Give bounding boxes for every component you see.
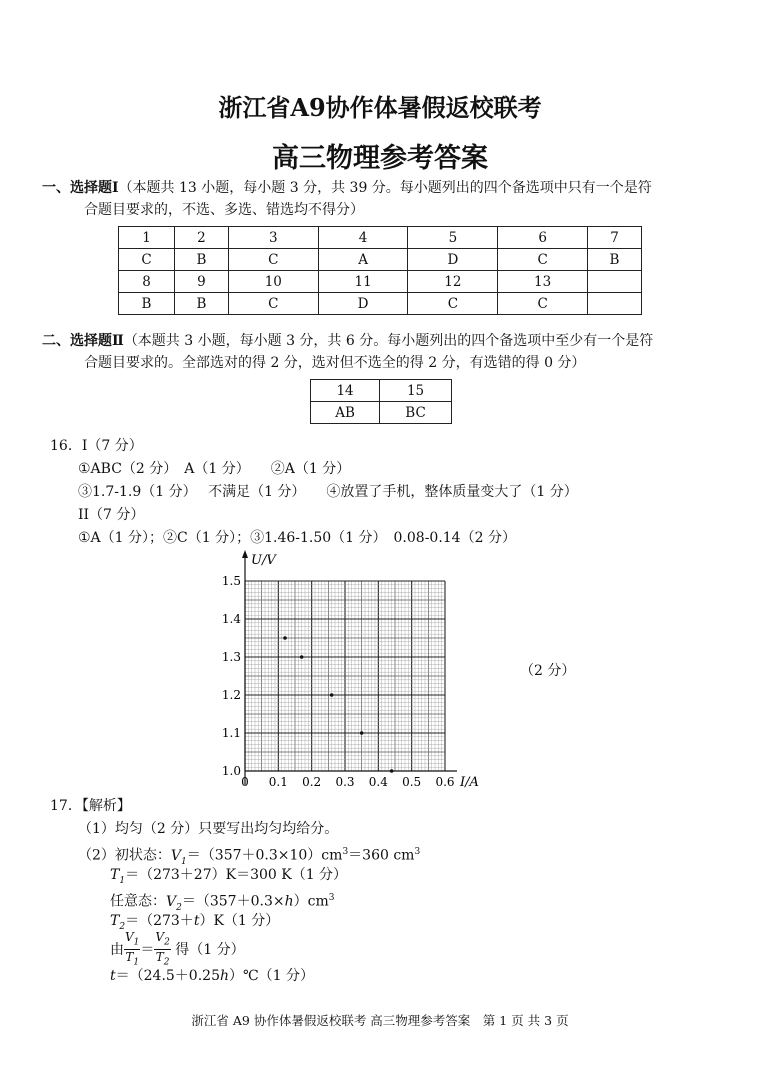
q16-line-1: 16．I（7 分）: [50, 438, 143, 454]
section1-table-row: [119, 271, 642, 293]
section1-table-row: [119, 293, 642, 315]
section1-table-cell: 12: [408, 271, 498, 293]
q17-l3-b: ＝（273＋27）K＝300 K（1 分）: [125, 867, 348, 883]
h-symbol: h: [284, 893, 294, 910]
fraction-v1-t1: $\frac{V_1}{T_1}$: [125, 930, 140, 968]
page-subtitle: 高三物理参考答案: [272, 143, 488, 174]
q17-line-4: 任意态：$V_2=(357+0.3\times h)cm^3$: [110, 893, 335, 913]
section1-table-cell: 9: [175, 271, 229, 293]
section1-label: 一、选择题Ⅰ: [42, 180, 119, 196]
y-axis-label: U/V: [251, 553, 276, 568]
t-result-symbol: t: [110, 968, 116, 984]
section2-table-cell: AB: [311, 402, 380, 424]
section1-table-row: [119, 249, 642, 271]
section1-table-cell: C: [498, 293, 588, 315]
q17-l7-c: ）℃（1 分）: [229, 968, 315, 984]
q16-line-2: ①ABC（2 分） A（1 分） ②A（1 分）: [78, 461, 351, 477]
t2-symbol: $T_2$: [110, 913, 126, 932]
section2-table-row: [311, 380, 452, 402]
x-tick-label: 0.3: [335, 775, 355, 789]
section1-table-cell: 10: [228, 271, 318, 293]
y-tick-label: 1.5: [221, 574, 241, 588]
q17-l6-b: ＝: [140, 941, 155, 958]
q16-line-5: ①A（1 分）；②C（1 分）；③1.46-1.50（1 分） 0.08-0.14（2 分）: [78, 530, 516, 546]
q17-l7-b: ＝（24.5＋0.25: [115, 968, 220, 984]
section1-table-row: [119, 227, 642, 249]
t1-symbol: $T_1$: [110, 867, 126, 886]
section1-table-cell: B: [175, 249, 229, 271]
section1-table-cell: C: [119, 249, 175, 271]
y-axis-arrow: [242, 550, 248, 558]
q16-line-3: ③1.7-1.9（1 分） 不满足（1 分） ④放置了手机，整体质量变大了（1 分）: [78, 484, 578, 500]
page-title: 浙江省A9协作体暑假返校联考: [218, 93, 542, 122]
chart-axes: [242, 550, 457, 785]
section1-table-cell: B: [588, 249, 642, 271]
data-point: [390, 769, 394, 773]
section1-answer-table: [118, 226, 642, 315]
x-tick-label: 0.4: [368, 775, 388, 789]
q17-l5-b: ＝（273＋: [125, 913, 194, 929]
q17-l6-a: 由: [110, 941, 124, 958]
section1-table-cell: C: [228, 249, 318, 271]
section1-table-cell: 2: [175, 227, 229, 249]
page-footer: 浙江省 A9 协作体暑假返校联考 高三物理参考答案 第 1 页 共 3 页: [191, 1013, 569, 1028]
x-tick-label: 0.2: [302, 775, 322, 789]
fraction-v2-t2: $\frac{V_2}{T_2}$: [155, 930, 170, 968]
q17-line-6: [110, 930, 245, 970]
data-point: [360, 731, 364, 735]
section1-table-cell: [588, 293, 642, 315]
section1-table-cell: B: [119, 293, 175, 315]
q17-l6-c: 得（1 分）: [170, 941, 245, 958]
x-tick-label: 0.1: [268, 775, 288, 789]
y-tick-label: 1.3: [221, 650, 241, 664]
section1-table-cell: D: [408, 249, 498, 271]
section1-table-cell: 3: [228, 227, 318, 249]
data-point: [283, 636, 287, 640]
section1-table-cell: A: [318, 249, 408, 271]
q17-l2-b: ＝（357＋0.3×10）cm: [186, 847, 343, 864]
q16-line-4: II（7 分）: [78, 507, 145, 523]
q17-line-7: [110, 965, 314, 987]
section1-table-cell: 7: [588, 227, 642, 249]
section1-table-cell: [588, 271, 642, 293]
section1-table-cell: 8: [119, 271, 175, 293]
q17-l2-a: （2）初状态：: [78, 847, 171, 864]
q17-l4-a: 任意态：: [110, 893, 166, 910]
data-point: [330, 693, 334, 697]
data-point: [300, 655, 304, 659]
section2-table-row: [311, 402, 452, 424]
x-tick-label: 0: [241, 775, 249, 789]
section1-table-cell: C: [498, 249, 588, 271]
t-symbol: t: [193, 913, 200, 929]
section1-table-cell: 6: [498, 227, 588, 249]
section2-table-cell: 14: [311, 380, 380, 402]
section1-table-cell: 13: [498, 271, 588, 293]
section1-table-cell: 11: [318, 271, 408, 293]
section2-desc-2: 合题目要求的。全部选对的得 2 分，选对但不选全的得 2 分，有选错的得 0 分）: [84, 355, 586, 371]
q17-heading: 17．【解析】: [50, 798, 131, 814]
section1-desc-1: （本题共 13 小题，每小题 3 分，共 39 分。每小题列出的四个备选项中只有一个是符: [118, 180, 652, 196]
section1-table-cell: C: [408, 293, 498, 315]
h-result-symbol: h: [219, 968, 230, 984]
ui-graph: [205, 548, 525, 796]
y-tick-label: 1.4: [221, 612, 241, 626]
q16-graph-score: （2 分）: [520, 663, 576, 679]
x-axis-label: I/A: [460, 775, 479, 790]
v1-symbol: $V_1$: [170, 847, 187, 867]
q17-l5-c: ）K（1 分）: [199, 913, 280, 929]
section1-table-cell: 5: [408, 227, 498, 249]
section2-heading: [42, 330, 653, 352]
y-tick-label: 1.2: [221, 688, 241, 702]
y-tick-label: 1.1: [221, 726, 241, 740]
section1-table-cell: 4: [318, 227, 408, 249]
section2-table-cell: 15: [380, 380, 452, 402]
q17-line-1: （1）均匀（2 分）只要写出均匀均给分。: [78, 821, 339, 837]
section2-table-cell: BC: [380, 402, 452, 424]
section1-desc-2: 合题目要求的，不选、多选、错选均不得分）: [84, 202, 364, 218]
section1-table-cell: B: [175, 293, 229, 315]
v2-symbol: $V_2$: [166, 893, 182, 913]
section2-desc-1: （本题共 3 小题，每小题 3 分，共 6 分。每小题列出的四个备选项中至少有一个是符: [123, 333, 654, 349]
section2-label: 二、选择题Ⅱ: [42, 333, 124, 349]
chart-grid: [245, 581, 445, 771]
q17-l4-b: ＝（357＋0.3×: [181, 893, 285, 910]
section1-table-cell: C: [228, 293, 318, 315]
y-tick-label: 1.0: [221, 764, 241, 778]
q17-line-2: （2）初状态：$V_1=(357+0.3\times 10)cm^3=360$ $cm^3$: [78, 847, 421, 867]
q17-l2-c: ＝360 cm: [348, 847, 415, 864]
section1-table-cell: D: [318, 293, 408, 315]
section1-heading: [42, 177, 652, 199]
section1-table-cell: 1: [119, 227, 175, 249]
section2-answer-table: [310, 379, 452, 424]
x-tick-label: 0.6: [435, 775, 455, 789]
x-tick-label: 0.5: [402, 775, 422, 789]
q17-l4-c: ）cm: [293, 893, 329, 910]
